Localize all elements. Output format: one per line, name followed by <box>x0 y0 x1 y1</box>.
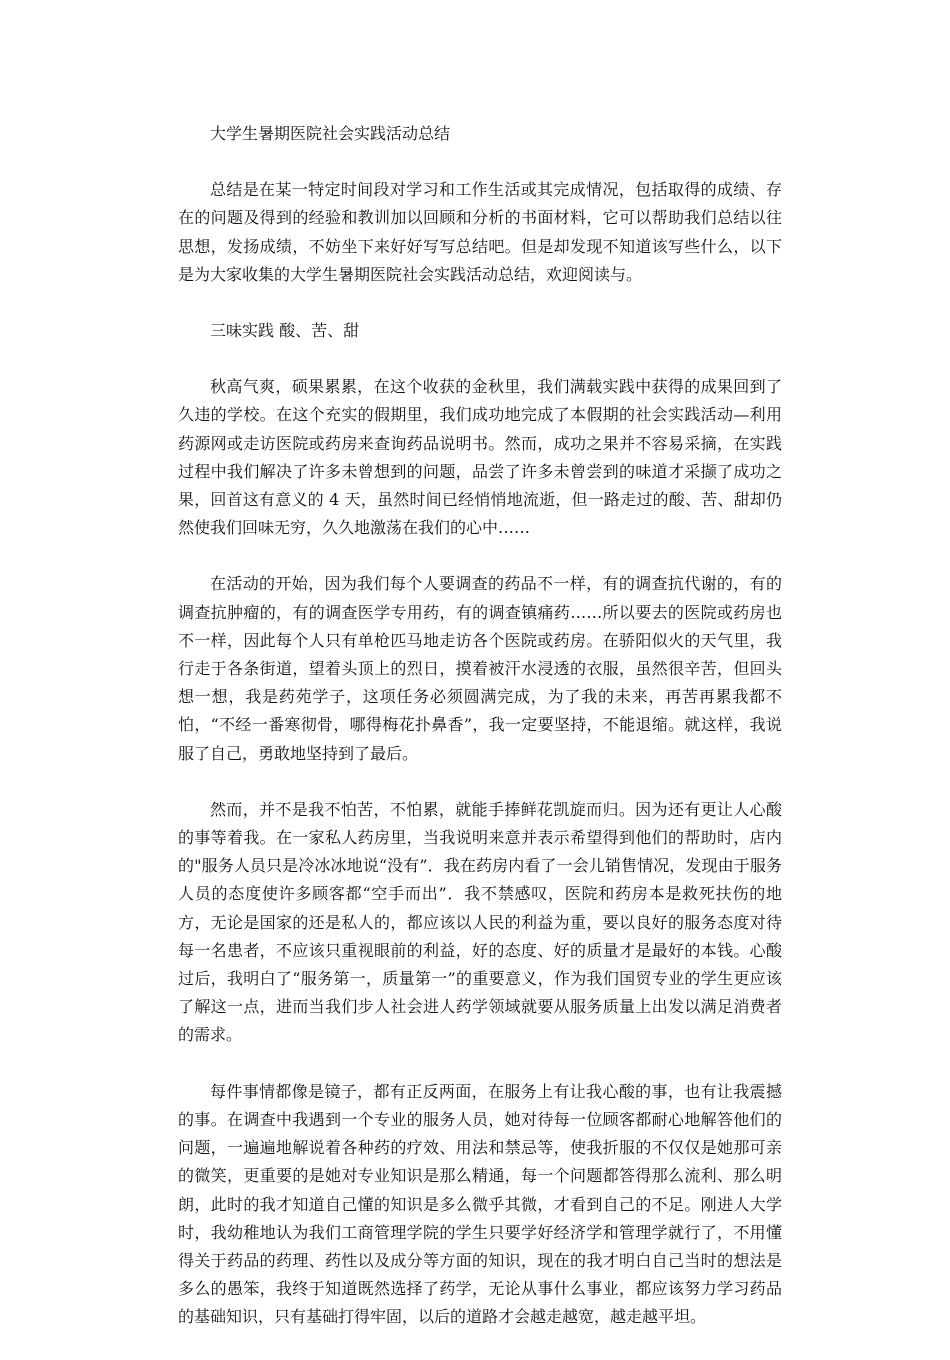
body-paragraph-2: 在活动的开始，因为我们每个人要调查的药品不一样，有的调查抗代谢的，有的调查抗肿瘤的，有的调查医学专用药，有的调查镇痛药……所以要去的医院或药房也不一样，因此每个人只有单枪匹马地走访各个医院或药房。在骄阳似火的天气里，我行走于各条街道，望着头顶上的烈日，摸着被汗水浸透的衣服，虽然很辛苦，但回头想一想，我是药苑学子，这项任务必须圆满完成，为了我的未来，再苦再累我都不怕，“不经一番寒彻骨，哪得梅花扑鼻香”，我一定要坚持，不能退缩。就这样，我说服了自己，勇敢地坚持到了最后。 <box>178 574 782 763</box>
body-paragraph-1: 秋高气爽，硕果累累，在这个收获的金秋里，我们满载实践中获得的成果回到了久违的学校。在这个充实的假期里，我们成功地完成了本假期的社会实践活动—利用药源网或走访医院或药房来查询药品说明书。然而，成功之果并不容易采摘，在实践过程中我们解决了许多未曾想到的问题，品尝了许多未曾尝到的味道才采撷了成功之果，回首这有意义的 4 天，虽然时间已经悄悄地流逝，但一路走过的酸、苦、甜却仍然使我们回味无穷，久久地激荡在我们的心中…… <box>178 377 782 538</box>
body-paragraph-3: 然而，并不是我不怕苦，不怕累，就能手捧鲜花凯旋而归。因为还有更让人心酸的事等着我。在一家私人药房里，当我说明来意并表示希望得到他们的帮助时，店内的"服务人员只是冷冰冰地说“没有”．我在药房内看了一会儿销售情况，发现由于服务人员的态度使许多顾客都“空手而出”．我不禁感叹，医院和药房本是救死扶伤的地方，无论是国家的还是私人的，都应该以人民的利益为重，要以良好的服务态度对待每一名患者，不应该只重视眼前的利益，好的态度、好的质量才是最好的本钱。心酸过后，我明白了“服务第一，质量第一”的重要意义，作为我们国贸专业的学生更应该了解这一点，进而当我们步人社会进人药学领域就要从服务质量上出发以满足消费者的需求。 <box>178 799 782 1045</box>
section-heading: 三味实践 酸、苦、甜 <box>210 321 360 341</box>
body-paragraph-4: 每件事情都像是镜子，都有正反两面，在服务上有让我心酸的事，也有让我震撼的事。在调查中我遇到一个专业的服务人员，她对待每一位顾客都耐心地解答他们的问题，一遍遍地解说着各种药的疗效、用法和禁忌等，使我折服的不仅仅是她那可亲的微笑，更重要的是她对专业知识是那么精通，每一个问题都答得那么流利、那么明朗，此时的我才知道自己懂的知识是多么微乎其微，才看到自己的不足。刚进人大学时，我幼稚地认为我们工商管理学院的学生只要学好经济学和管理学就行了，不用懂得关于药品的药理、药性以及成分等方面的知识，现在的我才明白自己当时的想法是多么的愚笨，我终于知道既然选择了药学，无论从事什么事业，都应该努力学习药品的基础知识，只有基础打得牢固，以后的道路才会越走越宽，越走越平坦。 <box>178 1081 782 1327</box>
document-body <box>178 120 782 1360</box>
document-title: 大学生暑期医院社会实践活动总结 <box>210 124 451 143</box>
intro-paragraph: 总结是在某一特定时间段对学习和工作生活或其完成情况，包括取得的成绩、存在的问题及得到的经验和教训加以回顾和分析的书面材料，它可以帮助我们总结以往思想，发扬成绩，不妨坐下来好好写写总结吧。但是却发现不知道该写些什么，以下是为大家收集的大学生暑期医院社会实践活动总结，欢迎阅读与。 <box>178 180 782 284</box>
